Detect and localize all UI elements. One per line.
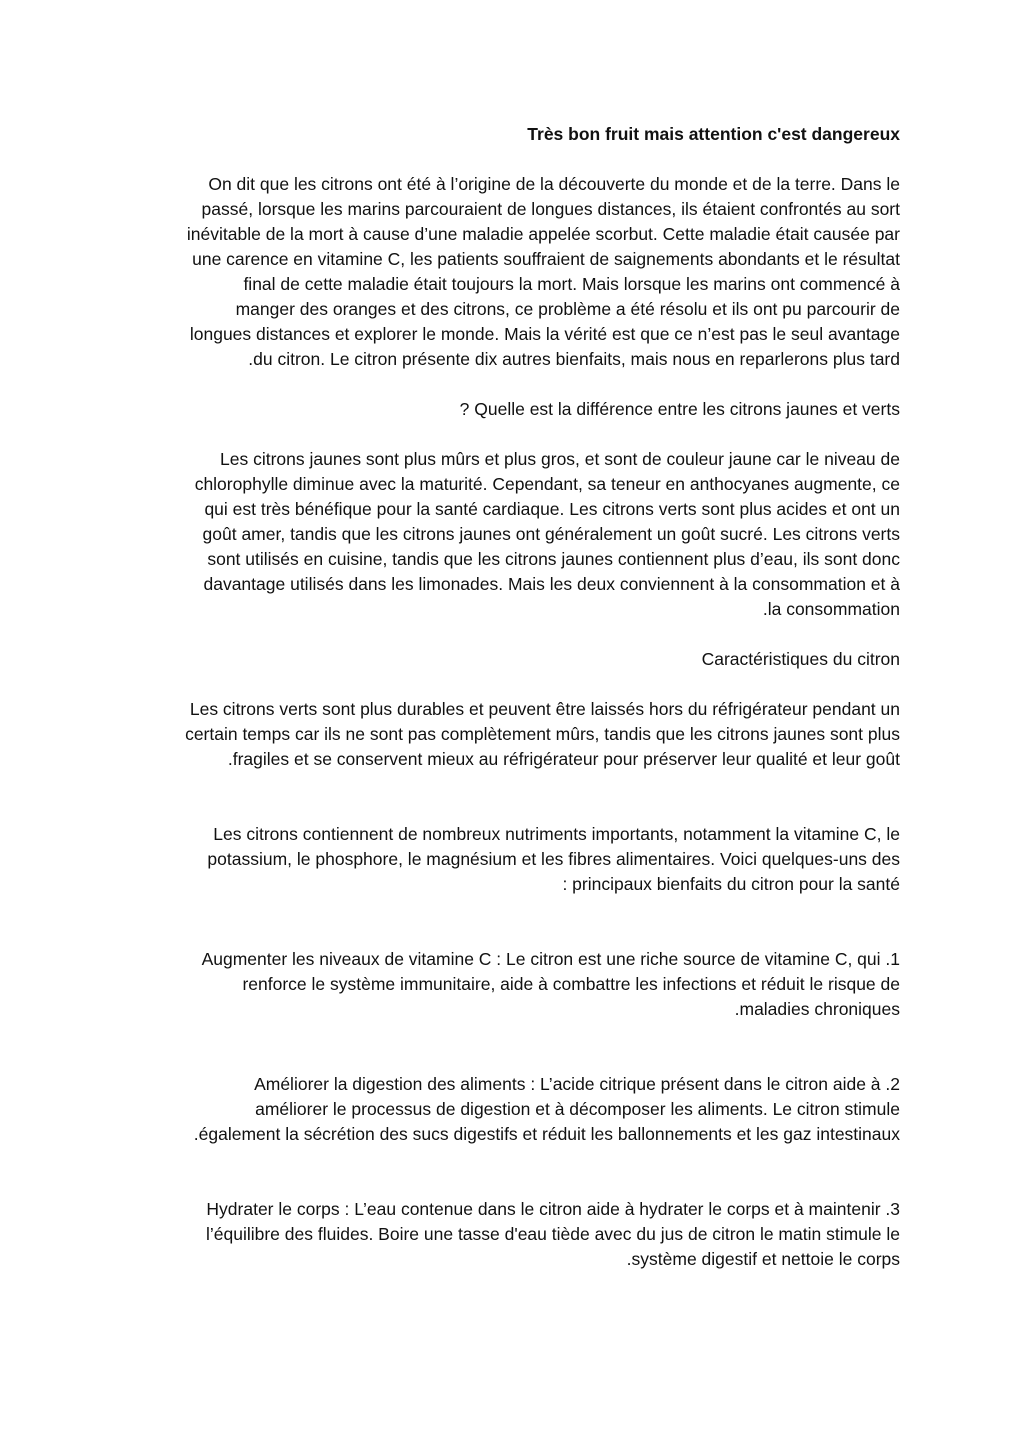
paragraph-line: Les citrons verts sont plus durables et peuvent être laissés hors du réfrigérateur pendant un bbox=[189, 699, 900, 719]
paragraph-line: : principaux bienfaits du citron pour la santé bbox=[562, 874, 900, 894]
list-item-hydration bbox=[100, 1197, 900, 1272]
paragraph-characteristics bbox=[100, 697, 900, 772]
paragraph-line: une carence en vitamine C, les patients souffraient de saignements abondants et le résultat bbox=[192, 249, 900, 269]
list-item-line: améliorer le processus de digestion et à décomposer les aliments. Le citron stimule bbox=[255, 1099, 900, 1119]
paragraph-line: davantage utilisés dans les limonades. Mais les deux conviennent à la consommation et à bbox=[203, 574, 900, 594]
paragraph-line: final de cette maladie était toujours la mort. Mais lorsque les marins ont commencé à bbox=[243, 274, 900, 294]
list-item-line: Améliorer la digestion des aliments : L’acide citrique présent dans le citron aide à .2 bbox=[254, 1074, 900, 1094]
paragraph-line: certain temps car ils ne sont pas complètement mûrs, tandis que les citrons jaunes sont plus bbox=[185, 724, 900, 744]
paragraph-line: Les citrons jaunes sont plus mûrs et plus gros, et sont de couleur jaune car le niveau de bbox=[220, 449, 900, 469]
paragraph-line: manger des oranges et des citrons, ce problème a été résolu et ils ont pu parcourir de bbox=[235, 299, 900, 319]
paragraph-difference bbox=[100, 447, 900, 622]
paragraph-line: potassium, le phosphore, le magnésium et les fibres alimentaires. Voici quelques-uns des bbox=[207, 849, 900, 869]
document-title-block bbox=[100, 122, 900, 147]
paragraph-line: longues distances et explorer le monde. Mais la vérité est que ce n’est pas le seul avantage bbox=[189, 324, 900, 344]
list-item-line: .également la sécrétion des sucs digestifs et réduit les ballonnements et les gaz intestinaux bbox=[193, 1124, 900, 1144]
heading-difference-block bbox=[100, 397, 900, 422]
paragraph-nutrients bbox=[100, 822, 900, 897]
paragraph-line: On dit que les citrons ont été à l’origine de la découverte du monde et de la terre. Dans le bbox=[208, 174, 900, 194]
paragraph-line: .la consommation bbox=[762, 599, 900, 619]
list-item-line: renforce le système immunitaire, aide à combattre les infections et réduit le risque de bbox=[242, 974, 900, 994]
paragraph-line: goût amer, tandis que les citrons jaunes ont généralement un goût sucré. Les citrons verts bbox=[202, 524, 900, 544]
list-item-line: Augmenter les niveaux de vitamine C : Le citron est une riche source de vitamine C, qui .1 bbox=[201, 949, 900, 969]
list-item-line: .maladies chroniques bbox=[734, 999, 900, 1019]
paragraph-line: Les citrons contiennent de nombreux nutriments importants, notamment la vitamine C, le bbox=[213, 824, 900, 844]
list-item-digestion bbox=[100, 1072, 900, 1147]
list-item-vitamin-c bbox=[100, 947, 900, 1022]
paragraph-line: sont utilisés en cuisine, tandis que les citrons jaunes contiennent plus d’eau, ils sont donc bbox=[207, 549, 900, 569]
paragraph-line: .du citron. Le citron présente dix autres bienfaits, mais nous en reparlerons plus tard bbox=[248, 349, 900, 369]
section-heading: Caractéristiques du citron bbox=[701, 649, 900, 669]
section-heading: ? Quelle est la différence entre les citrons jaunes et verts bbox=[459, 399, 900, 419]
list-item-line: .système digestif et nettoie le corps bbox=[626, 1249, 900, 1269]
list-item-line: Hydrater le corps : L’eau contenue dans le citron aide à hydrater le corps et à maintenir .3 bbox=[206, 1199, 900, 1219]
list-item-line: l’équilibre des fluides. Boire une tasse d'eau tiède avec du jus de citron le matin stimule le bbox=[205, 1224, 900, 1244]
paragraph-line: .fragiles et se conservent mieux au réfrigérateur pour préserver leur qualité et leur goût bbox=[227, 749, 900, 769]
paragraph-line: passé, lorsque les marins parcouraient de longues distances, ils étaient confrontés au sort bbox=[201, 199, 900, 219]
paragraph-line: inévitable de la mort à cause d’une maladie appelée scorbut. Cette maladie était causée par bbox=[186, 224, 900, 244]
paragraph-line: chlorophylle diminue avec la maturité. Cependant, sa teneur en anthocyanes augmente, ce bbox=[194, 474, 900, 494]
paragraph-intro bbox=[100, 172, 900, 372]
heading-characteristics-block bbox=[100, 647, 900, 672]
paragraph-line: qui est très bénéfique pour la santé cardiaque. Les citrons verts sont plus acides et ont un bbox=[204, 499, 900, 519]
document-title: Très bon fruit mais attention c'est dangereux bbox=[527, 124, 900, 144]
